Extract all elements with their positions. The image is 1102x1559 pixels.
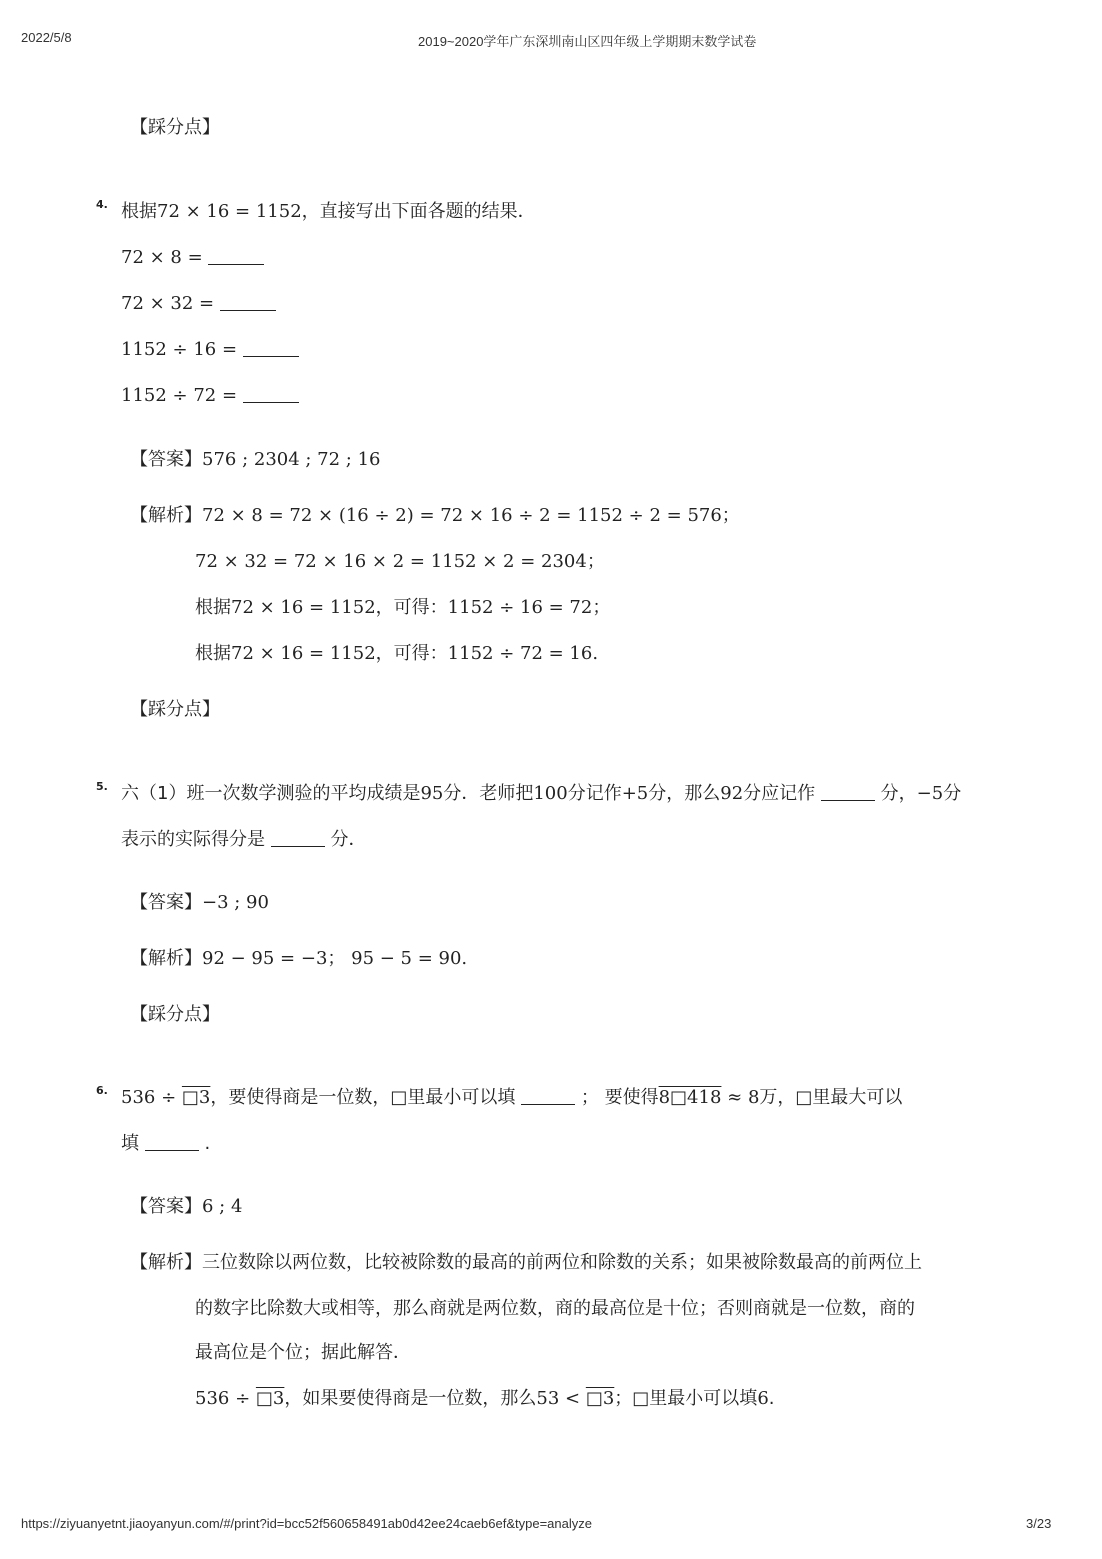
answer-blank[interactable]	[243, 338, 299, 357]
question-stem-line2: 表示的实际得分是 分．	[121, 829, 367, 850]
answer-blank[interactable]	[821, 782, 875, 801]
fill-item: 72 × 8 =	[121, 246, 264, 270]
fill-item: 1152 ÷ 72 =	[121, 384, 299, 408]
score-points-label: 【踩分点】	[130, 699, 220, 720]
page-number: 3/23	[1026, 1516, 1052, 1531]
analysis-line: 根据72 × 16 = 1152，可得：1152 ÷ 16 = 72；	[195, 597, 611, 618]
answer-row: 【答案】576 ; 2304 ; 72 ; 16	[130, 449, 381, 470]
answer-row: 【答案】−3 ; 90	[130, 892, 269, 913]
question-stem: 536 ÷ □3，要使得商是一位数，□里最小可以填 ； 要使得8□418 ≈ 8万，□里最大可以	[121, 1087, 903, 1108]
analysis-line: 最高位是个位；据此解答．	[195, 1342, 411, 1363]
question-number: 6.	[96, 1084, 108, 1097]
analysis-line: 的数字比除数大或相等，那么商就是两位数，商的最高位是十位；否则商就是一位数，商的	[195, 1298, 915, 1319]
print-date: 2022/5/8	[21, 30, 72, 45]
analysis-row: 【解析】92 − 95 = −3； 95 − 5 = 90.	[130, 948, 468, 969]
analysis-row: 【解析】三位数除以两位数，比较被除数的最高的前两位和除数的关系；如果被除数最高的前两位上	[130, 1252, 922, 1273]
analysis-line: 72 × 32 = 72 × 16 × 2 = 1152 × 2 = 2304；	[195, 551, 605, 572]
analysis-line: 根据72 × 16 = 1152，可得：1152 ÷ 72 = 16.	[195, 643, 599, 664]
fill-item: 72 × 32 =	[121, 292, 276, 316]
analysis-row: 【解析】72 × 8 = 72 × (16 ÷ 2) = 72 × 16 ÷ 2 = 1152 ÷ 2 = 576；	[130, 505, 740, 526]
question-stem: 根据72 × 16 = 1152，直接写出下面各题的结果．	[121, 201, 536, 222]
answer-row: 【答案】6 ; 4	[130, 1196, 243, 1217]
document-title: 2019~2020学年广东深圳南山区四年级上学期期末数学试卷	[418, 34, 757, 49]
question-number: 4.	[96, 198, 108, 211]
footer-url[interactable]: https://ziyuanyetnt.jiaoyanyun.com/#/print?id=bcc52f560658491ab0d42ee24caeb6ef&type=analyze	[21, 1516, 592, 1531]
question-number: 5.	[96, 780, 108, 793]
answer-blank[interactable]	[271, 828, 325, 847]
answer-blank[interactable]	[145, 1132, 199, 1151]
answer-blank[interactable]	[220, 292, 276, 311]
fill-item: 1152 ÷ 16 =	[121, 338, 299, 362]
score-points-label: 【踩分点】	[130, 117, 220, 138]
question-stem: 六（1）班一次数学测验的平均成绩是95分．老师把100分记作+5分，那么92分应记作 分，−5分	[121, 783, 962, 804]
question-stem-line2: 填 .	[121, 1133, 211, 1154]
answer-blank[interactable]	[521, 1086, 575, 1105]
analysis-line: 536 ÷ □3，如果要使得商是一位数，那么53 < □3；□里最小可以填6.	[195, 1388, 775, 1409]
answer-blank[interactable]	[243, 384, 299, 403]
answer-blank[interactable]	[208, 246, 264, 265]
score-points-label: 【踩分点】	[130, 1004, 220, 1025]
